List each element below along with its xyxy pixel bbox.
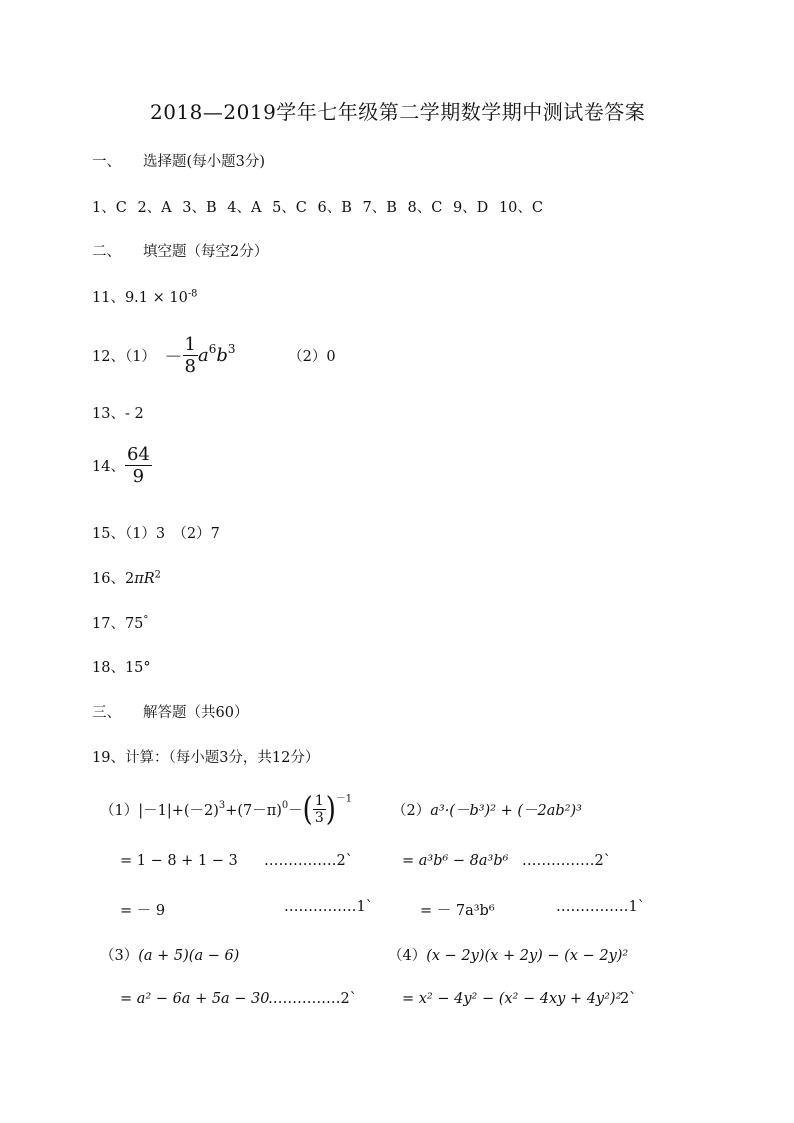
q19-p2-mark2: ……………1` (556, 899, 645, 915)
q19-p2-step2: = － 7a³b⁶ (420, 903, 495, 919)
q12-frac-den: 8 (184, 356, 196, 377)
q13 (92, 402, 144, 423)
mc-answer: 8、C (407, 200, 443, 216)
mc-answer: 5、C (272, 200, 307, 216)
q16-coefficient: 2 (124, 571, 135, 587)
q11-number: 11、 (92, 290, 125, 306)
q13-number: 13、 (92, 406, 125, 422)
q19-p1-label: （1） (100, 803, 139, 819)
q19-p4-expr: (x − 2y)(x + 2y) − (x − 2y)² (426, 948, 629, 964)
q14-number: 14、 (92, 459, 125, 475)
q12-fraction (183, 334, 198, 377)
q11-mantissa: 9.1 × 10 (124, 290, 188, 306)
q11 (92, 286, 197, 307)
q16-r: R (143, 571, 155, 587)
q19-p2-expression (392, 799, 582, 820)
q12-var-a: a (198, 345, 209, 366)
mc-answer: 7、B (362, 200, 397, 216)
left-paren-glyph: ( (302, 790, 313, 829)
q19-p1-exp-b: 0 (281, 800, 289, 812)
q19-p3-label: （3） (100, 948, 139, 964)
q19-p1-fraction (313, 793, 326, 826)
q19-p3-mark1: ……………2` (268, 991, 357, 1007)
q12-part1-label: （1） (124, 349, 156, 365)
q14 (92, 444, 152, 487)
q18-number: 18、 (92, 660, 125, 676)
q19-p1-expr-c: － (288, 803, 303, 819)
q17-degree: ° (143, 614, 149, 626)
q12-frac-num: 1 (184, 334, 196, 355)
section-2-number: 二、 (92, 244, 121, 260)
q19-p1-step1: = 1 − 8 + 1 − 3 (120, 853, 238, 869)
section-1-label: 选择题(每小题3分) (143, 154, 266, 170)
mc-answer: 2、A (137, 200, 172, 216)
q19-p2-label: （2） (392, 803, 431, 819)
q19-p4-mark1: 2` (620, 991, 637, 1007)
mc-answer-list (92, 196, 543, 217)
q19-p4-step1: = x² − 4y² − (x² − 4xy + 4y²)² (402, 991, 622, 1007)
section-1-number: 一、 (92, 154, 121, 170)
q19-p3-step1: = a² − 6a + 5a − 30 (120, 991, 270, 1007)
q15 (92, 522, 220, 543)
mc-answer: 1、C (92, 200, 127, 216)
q19-p1-exp-c: －1 (335, 793, 353, 805)
mc-answer: 3、B (182, 200, 217, 216)
q19-p1-mark2: ……………1` (284, 899, 373, 915)
q14-frac-den: 9 (132, 466, 145, 487)
q13-answer: - 2 (124, 406, 144, 422)
q12-exp-a: 6 (208, 341, 217, 356)
q19-p3-expr: (a + 5)(a − 6) (138, 948, 240, 964)
q14-frac-num: 64 (126, 444, 150, 465)
section-3-number: 三、 (92, 705, 121, 721)
q17 (92, 612, 148, 633)
q18 (92, 656, 151, 677)
mc-answer: 10、C (498, 200, 543, 216)
q19-p3-expression (100, 944, 239, 965)
q19-p2-expr: a³·(－b³)² + (－2ab²)³ (430, 803, 582, 819)
q12-part2: （2）0 (288, 349, 336, 365)
q15-answer: （1）3 （2）7 (124, 526, 220, 542)
q19-p2-mark1: ……………2` (522, 853, 611, 869)
q19-p1-step2: = － 9 (120, 903, 166, 919)
q19-p1-frac-num: 1 (314, 793, 324, 809)
mc-answer: 9、D (452, 200, 489, 216)
q16-exponent: 2 (154, 569, 161, 581)
q11-exponent: -8 (187, 288, 198, 300)
q19-p1-exp-a: 3 (218, 800, 226, 812)
q12-sign: － (164, 346, 183, 368)
q19-p1-mark1: ……………2` (264, 853, 353, 869)
q14-fraction (125, 444, 152, 487)
section-3-label: 解答题（共60） (143, 705, 249, 721)
q16-pi: π (134, 571, 144, 587)
q16 (92, 567, 161, 588)
q12-exp-b: 3 (227, 341, 236, 356)
q15-number: 15、 (92, 526, 125, 542)
q19-p2-step1: = a³b⁶ − 8a³b⁶ (402, 853, 509, 869)
q12 (92, 334, 336, 377)
q17-answer: 75 (124, 616, 144, 632)
section-2-label: 填空题（每空2分） (143, 244, 269, 260)
right-paren-glyph: ) (325, 790, 336, 829)
q17-number: 17、 (92, 616, 125, 632)
q19-header: 19、计算：（每小题3分，共12分） (92, 750, 320, 766)
q19-p1-frac-den: 3 (314, 810, 324, 826)
mc-answer: 6、B (317, 200, 352, 216)
q12-number: 12、 (92, 349, 125, 365)
q18-answer: 15° (124, 660, 151, 676)
mc-answer: 4、A (227, 200, 262, 216)
q19-p4-expression (388, 944, 628, 965)
q12-var-b: b (216, 345, 228, 366)
q19-p1-expression (100, 790, 353, 829)
q19-p1-expr-b: +(7－π) (225, 803, 282, 819)
q16-number: 16、 (92, 571, 125, 587)
q19-p1-expr-a: |－1|+(－2) (138, 803, 219, 819)
page-title: 2018—2019学年七年级第二学期数学期中测试卷答案 (150, 100, 646, 124)
q19-p4-label: （4） (388, 948, 427, 964)
